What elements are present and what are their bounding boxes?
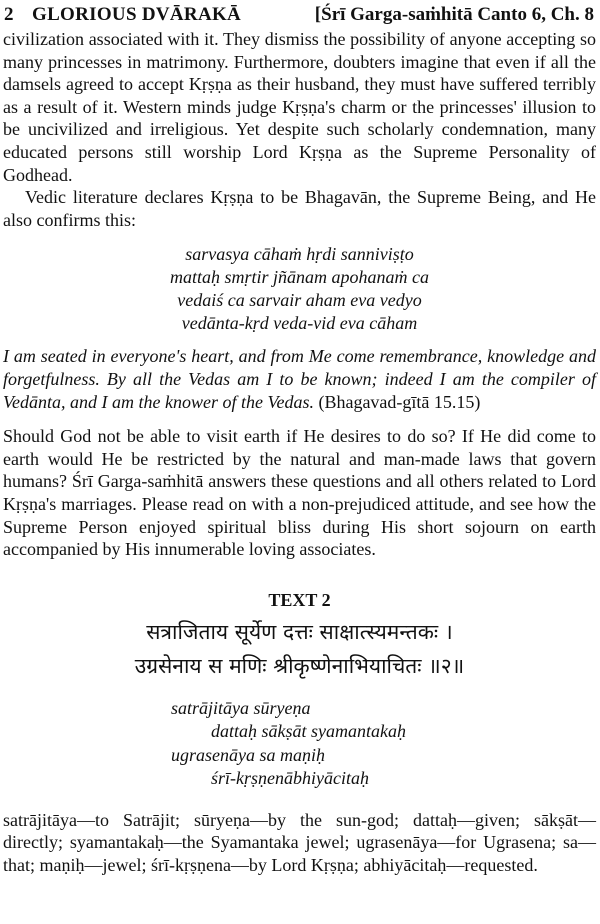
synonyms-paragraph: satrājitāya—to Satrājit; sūryeṇa—by the sun-god; dattaḥ—given; sākṣāt—directly; syamantakaḥ—the Syamantaka jewel; ugrasenāya—for Ugrasena; sa—that; maṇiḥ—jewel; śrī-kṛṣṇena—by Lord Kṛṣṇa; abhiyācitaḥ—requested.: [3, 809, 596, 875]
gita-translation: [3, 345, 596, 413]
translit-line: ugrasenāya sa maṇiḥ: [171, 744, 325, 765]
translit-line: śrī-kṛṣṇenābhiyācitaḥ: [211, 768, 369, 789]
translation-text: I am seated in everyone's heart, and from Me come remembrance, knowledge and forgetfulness. By all the Vedas am I to be known; indeed I am the compiler of Vedānta, and I am the knower of the Vedas.: [3, 346, 596, 412]
text-heading: TEXT 2: [268, 589, 331, 610]
page-body: [3, 28, 596, 876]
translit-line: satrājitāya sūryeṇa: [171, 697, 311, 718]
gita-verse: [3, 243, 596, 335]
transliteration: [3, 697, 596, 791]
devanagari-verse: [3, 615, 596, 683]
verse-line: sarvasya cāhaṁ hṛdi sanniviṣṭo: [185, 244, 414, 265]
translit-line: dattaḥ sākṣāt syamantakaḥ: [211, 721, 406, 742]
closing-paragraph: Should God not be able to visit earth if He desires to do so? If He did come to earth would He be restricted by the natural and man-made laws that govern humans? Śrī Garga-saṁhitā answers these questions and all others related to Lord Kṛṣṇa's marriages. Please read on with a non-prejudiced attitude, and see how the Supreme Person enjoyed spiritual bliss during His short sojourn on earth accompanied by His innumerable loving associates.: [3, 426, 596, 560]
book-title: GLORIOUS DVĀRAKĀ: [32, 4, 242, 25]
verse-line: mattaḥ smṛtir jñānam apohanaṁ ca: [169, 267, 429, 288]
intro-paragraph: civilization associated with it. They dismiss the possibility of anyone accepting so many princesses in matrimony. Furthermore, doubters imagine that even if all the damsels agreed to accept Kṛṣṇa as their husband, they must have suffered terribly as a result of it. Western minds judge Kṛṣṇa's charm or the princesses' illusion to be uncivilized and irreligious. Yet despite such scholarly condemnation, many educated persons still worship Lord Kṛṣṇa as the Supreme Personality of Godhead.: [3, 29, 596, 185]
verse-line: vedaiś ca sarvair aham eva vedyo: [177, 290, 422, 311]
page-number: 2: [4, 4, 14, 25]
devanagari-line: सत्राजिताय सूर्येण दत्तः साक्षात्स्यमन्तकः ।: [146, 619, 453, 644]
gita-reference: (Bhagavad-gītā 15.15): [318, 391, 481, 412]
running-header: [4, 2, 594, 28]
chapter-reference: [Śrī Garga-saṁhitā Canto 6, Ch. 8: [314, 4, 594, 25]
verse-line: vedānta-kṛd veda-vid eva cāham: [181, 313, 418, 334]
devanagari-line: उग्रसेनाय स मणिः श्रीकृष्णेनाभियाचितः ॥२॥: [134, 653, 465, 678]
vedic-paragraph: Vedic literature declares Kṛṣṇa to be Bhagavān, the Supreme Being, and He also confirms this:: [3, 187, 596, 230]
